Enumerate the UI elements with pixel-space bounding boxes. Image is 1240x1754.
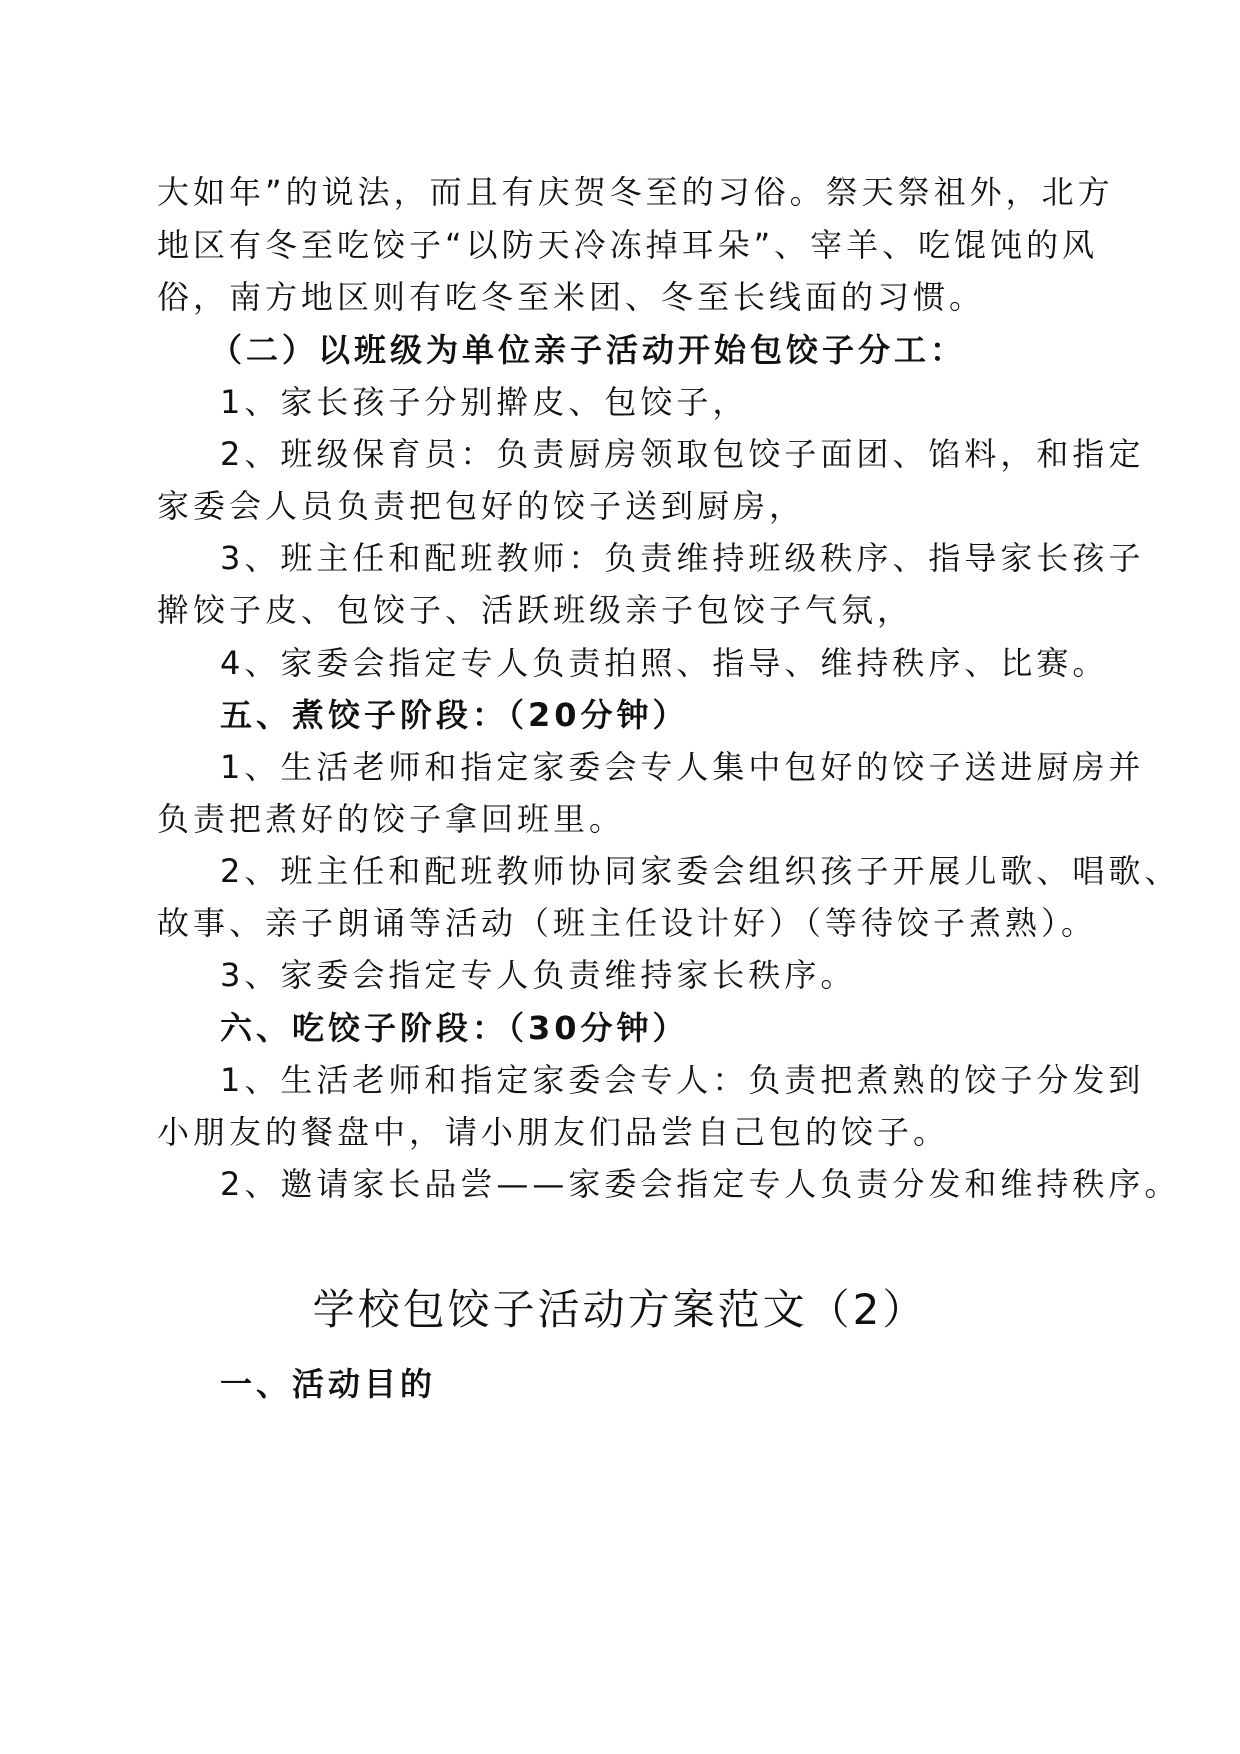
paragraph-line: 大如年”的说法，而且有庆贺冬至的习俗。祭天祭祖外，北方 bbox=[157, 173, 1114, 211]
stage5-heading: 五、煮饺子阶段：（20分钟） bbox=[220, 696, 689, 734]
paragraph-line: 地区有冬至吃饺子“以防天冷冻掉耳朵”、宰羊、吃馄饨的风 bbox=[157, 226, 1099, 264]
section-heading: 一、活动目的 bbox=[220, 1365, 437, 1403]
section-heading-division: （二）以班级为单位亲子活动开始包饺子分工： bbox=[210, 331, 967, 369]
list-item: 2、班级保育员：负责厨房领取包饺子面团、馅料，和指定 bbox=[220, 435, 1145, 473]
list-item-continuation: 小朋友的餐盘中，请小朋友们品尝自己包的饺子。 bbox=[157, 1113, 950, 1151]
list-item: 1、生活老师和指定家委会专人集中包好的饺子送进厨房并 bbox=[220, 748, 1145, 786]
list-item: 1、家长孩子分别擀皮、包饺子， bbox=[220, 383, 749, 421]
list-item: 2、邀请家长品尝——家委会指定专人负责分发和维持秩序。 bbox=[220, 1165, 1181, 1203]
list-item-continuation: 擀饺子皮、包饺子、活跃班级亲子包饺子气氛， bbox=[157, 591, 914, 629]
list-item: 3、家委会指定专人负责维持家长秩序。 bbox=[220, 956, 857, 994]
list-item: 4、家委会指定专人负责拍照、指导、维持秩序、比赛。 bbox=[220, 644, 1109, 682]
paragraph-line: 俗，南方地区则有吃冬至米团、冬至长线面的习惯。 bbox=[157, 278, 986, 316]
list-item: 3、班主任和配班教师：负责维持班级秩序、指导家长孩子 bbox=[220, 539, 1145, 577]
list-item-continuation: 负责把煮好的饺子拿回班里。 bbox=[157, 800, 626, 838]
list-item: 2、班主任和配班教师协同家委会组织孩子开展儿歌、唱歌、 bbox=[220, 852, 1181, 890]
list-item-continuation: 家委会人员负责把包好的饺子送到厨房， bbox=[157, 487, 806, 525]
document-title: 学校包饺子活动方案范文（2） bbox=[312, 1285, 928, 1334]
list-item: 1、生活老师和指定家委会专人：负责把煮熟的饺子分发到 bbox=[220, 1061, 1145, 1099]
list-item-continuation: 故事、亲子朗诵等活动（班主任设计好）（等待饺子煮熟）。 bbox=[157, 904, 1098, 942]
stage6-heading: 六、吃饺子阶段：（30分钟） bbox=[220, 1009, 689, 1047]
